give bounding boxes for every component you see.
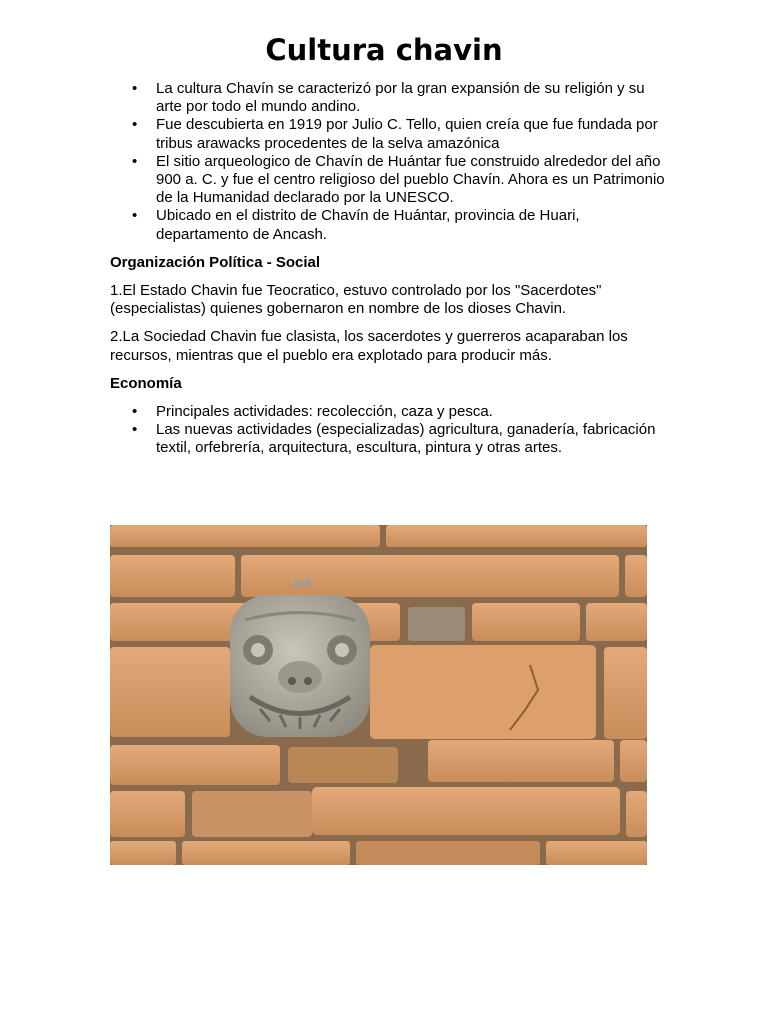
list-item-text: La cultura Chavín se caracterizó por la gran expansión de su religión y su arte por todo el mundo andino.	[156, 80, 645, 116]
list-item	[110, 116, 670, 152]
list-item-text: Ubicado en el distrito de Chavín de Huántar, provincia de Huari, departamento de Ancash.	[156, 207, 580, 243]
paragraph-politica-2: 2.La Sociedad Chavin fue clasista, los sacerdotes y guerreros acaparaban los recursos, mientras que el pueblo era explotado para producir más.	[110, 328, 628, 364]
page-title: Cultura chavin	[265, 33, 503, 67]
bullet-icon: •	[132, 152, 138, 170]
list-item-text: Principales actividades: recolección, caza y pesca.	[156, 403, 493, 421]
bullet-icon: •	[132, 403, 138, 421]
tenon-head-sculpture	[230, 577, 370, 737]
paragraph-politica-1: 1.El Estado Chavin fue Teocratico, estuvo controlado por los "Sacerdotes"(especialistas) quienes gobernaron en nombre de los dioses Chavin.	[110, 282, 602, 318]
list-item-text: Las nuevas actividades (especializadas) agricultura, ganadería, fabricación textil, orfebrería, arquitectura, escultura, pintura y otras artes.	[156, 421, 656, 457]
document-body	[110, 80, 670, 458]
bullet-icon: •	[132, 421, 138, 439]
list-item	[110, 80, 670, 116]
list-item	[110, 421, 670, 457]
bullet-icon: •	[132, 207, 138, 225]
list-item-text: El sitio arqueologico de Chavín de Huántar fue construido alrededor del año 900 a. C. y fue el centro religioso del pueblo Chavín. Ahora es un Patrimonio de la Humanidad declarado por la UNESCO.	[156, 152, 665, 207]
stone-wall-illustration	[110, 525, 647, 865]
list-item-text: Fue descubierta en 1919 por Julio C. Tello, quien creía que fue fundada por tribus arawacks procedentes de la selva amazónica	[156, 116, 658, 152]
list-item	[110, 153, 670, 208]
stone-head-photo	[110, 525, 647, 865]
economia-bullet-list	[110, 403, 670, 458]
bullet-icon: •	[132, 116, 138, 134]
list-item	[110, 403, 670, 421]
list-item	[110, 207, 670, 243]
section-heading-economia: Economía	[110, 374, 182, 392]
section-heading-politica: Organización Política - Social	[110, 253, 321, 271]
bullet-icon: •	[132, 80, 138, 97]
intro-bullet-list	[110, 80, 670, 244]
